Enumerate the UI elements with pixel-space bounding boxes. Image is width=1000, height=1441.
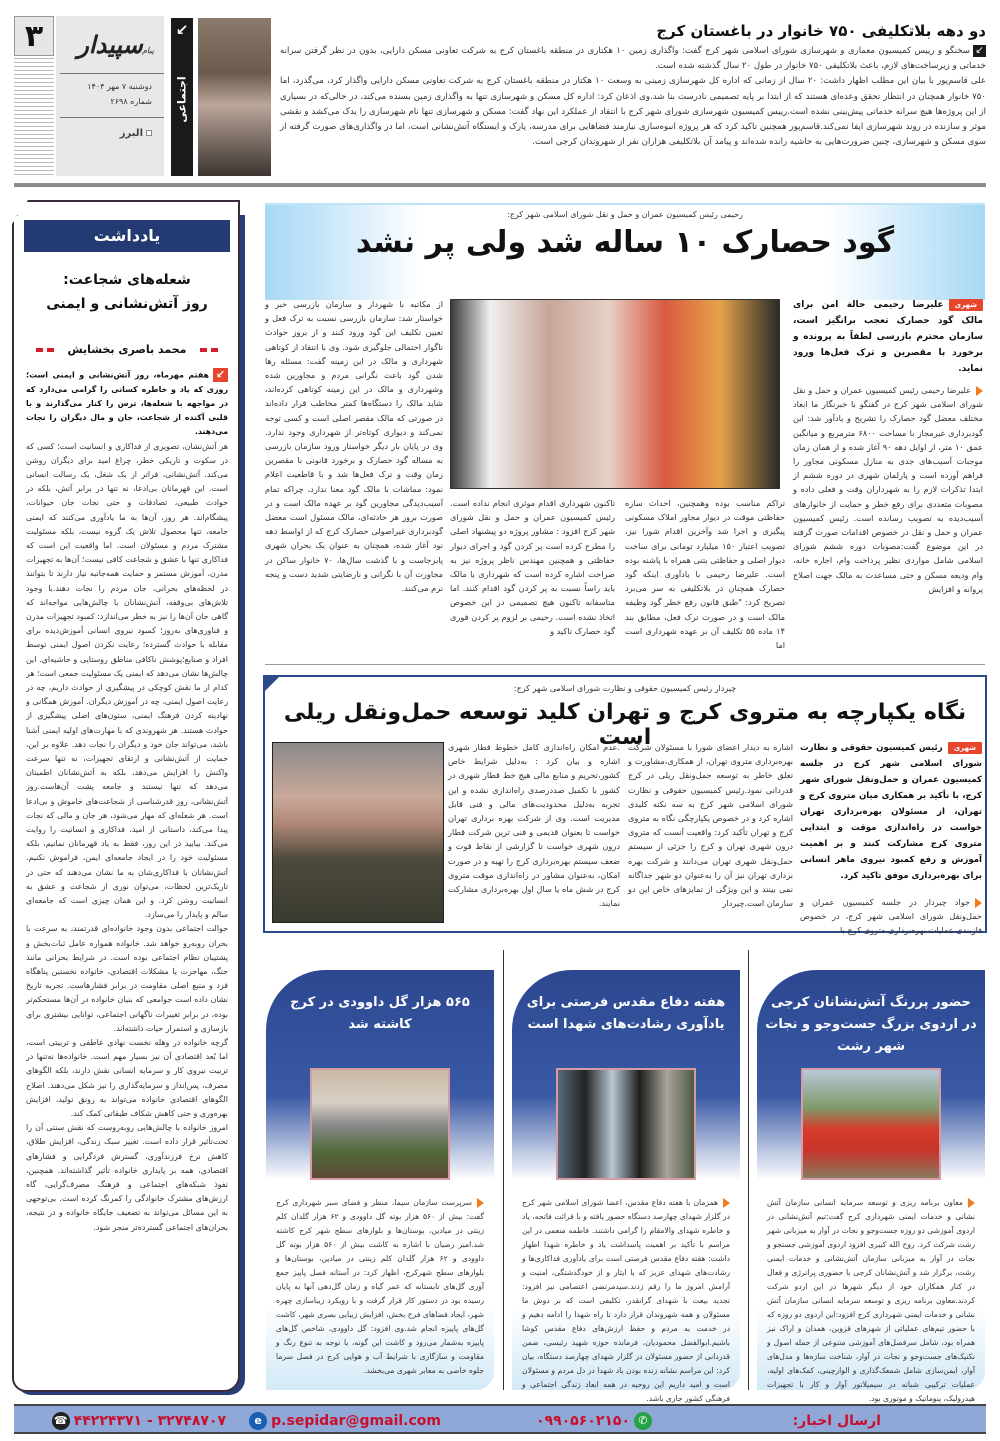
column-text: علیرضا رحیمی رئیس کمیسیون عمران و حمل و نقل شورای اسلامی شهر کرج در گفتگو با خبرنگار ما ابعاد مختلف معضل گود حصارک را تشریح و یادآور شد: این گودبرداری غیرمجاز با مساحت ۶۸۰۰ مترمربع و میانگین عمق ۱۰ متر، از اوایل دهه ۹۰ آغاز شده و از همان زمان موجبات آسیب‌های جدی به منازل مسکونی مجاور را فراهم آورده است و پارلمان شهری در دوره ششم از ابتدا تذکرات لازم را به شهرداران وقت و فعلی داده و مصوبات متعددی برای رفع خطر و حمایت از خانوارهای آسیب‌دیده به تصویب رسانده است. رئیس کمیسیون عمران و حمل و نقل در خصوص اقدامات صورت گرفته در این موضوع گفت:مصوبات دوره ششم شورای اسلامی شامل مواردی نظیر پرداخت وام، اجاره خانه، وام ودیعه مسکن و حتی مساعدت به مالک جهت اصلاح پروانه و افزایش: [793, 385, 983, 594]
story2-photo: [272, 742, 444, 923]
whatsapp-icon: ✆: [634, 1412, 652, 1430]
logo-name: سپیدار: [77, 30, 143, 59]
decorative-lines: [14, 58, 54, 178]
card-headline[interactable]: هفته دفاع مقدس فرصتی برای یادآوری رشادت‌های شهدا است: [526, 995, 726, 1032]
region-label: [60, 128, 152, 139]
dash-icon: [211, 348, 218, 352]
email-address: p.sepidar@gmail.com: [271, 1413, 441, 1429]
triangle-bullet-icon: [976, 386, 983, 396]
card-photo: [801, 1068, 941, 1180]
story1-column: تاکنون شهرداری اقدام موثری انجام نداده است. رئیس کمیسیون عمران و حمل و نقل شورای شهر کرج افزود : مشاور پروژه دو پیشنهاد اصلی را مطرح کرده است پر کردن گود و اجرای دیوار حفاظتی و همچنین مهندس ناظر پروژه نیز به صراحت اشاره کرده است که شهرداری یا مالک باید راساً نسبت به پر کردن گود اقدام کنند. اما متاسفانه تاکنون هیچ تصمیمی در این خصوص اتخاذ نشده است. رحیمی بر لزوم پر کردن فوری گود حصارک تاکید و: [450, 498, 615, 636]
story2-kicker: چیردار رئیس کمیسیون حقوقی و نظارت شورای اسلامی شهر کرج:: [513, 684, 737, 693]
card-body: [767, 1196, 975, 1406]
dash-icon: [36, 348, 43, 352]
story1-lead: [793, 297, 983, 377]
editorial-title-line: شعله‌های شجاعت:: [63, 272, 191, 288]
top-story-paragraph: سخنگو و رییس کمیسیون معماری و شهرسازی شورای اسلامی شهر کرج گفت: واگذاری زمین ۱۰ هکتاری در منطقه باغستان کرج به شرکت تعاونی مسکن دارایی، بدون در نظر گرفتن سرانه خدماتی و زیرساخت‌های لازم، باعث بلاتکلیفی ۷۵۰ خانوار در طول ۲۰ سال گذشته شده است.: [280, 46, 986, 72]
story1-column: تراکم مناسب بوده وهمچنین، احداث سازه حفاظتی موقت در دیوار مجاور املاک مسکونی پیگیری و اجرا شد وآخرین اقدام شورا نیز، تصویب اعتبار ۱۵۰ میلیارد تومانی برای ساخت دیوار اصلی و حفاظتی بتنی همراه با پاشنه بوده است. علیرضا رحیمی با یادآوری اینکه گود حصارک همچنان در بلاتکلیفی به سر می‌برد تصریح کرد: "طبق قانون رفع خطر گود وظیفه مالک است و در صورت ترک فعل، مطابق بند ۱۴ ماده ۵۵ تکلیف آن بر عهده شهرداری است اما: [625, 498, 785, 651]
story2-column: [800, 895, 982, 938]
story2-column: اشاره به دیدار اعضای شورا با مسئولان شرکت بهره‌برداری متروی تهران، از همکاری،مشاورت و تعلق خاطر به توسعه حمل‌ونقل ریلی در کرج قدردانی نمود.رئیس کمیسیون حقوقی و نظارت شورای اسلامی شهر کرج به سه نکته کلیدی اشاره کرد و در خصوص یکپارچگی نگاه به متروی کرج و تهران تأکید کرد: واقعیت آنست که متروی درون شهری تهران و کرج را جزئی از سیستم حمل‌ونقل شهری تهران می‌دانند و شرکت بهره برداری تهران نیز آن را به‌عنوان دو شهر جداگانه نمی بینند و این ویژگی از تمایزهای خاص این دو سازمان است.چیردار: [628, 742, 793, 909]
arrow-down-left-icon: ↙: [973, 45, 986, 57]
card-headline[interactable]: حضور پررنگ آتش‌نشانان کرجی در اردوی بزرگ جست‌وجو و نجات شهر رشت: [765, 995, 977, 1054]
category-badge[interactable]: شهری: [948, 742, 982, 754]
arrow-down-left-icon: ↙: [213, 368, 228, 382]
masthead-divider: [60, 73, 164, 74]
issue-number: شماره ۲۶۹۸: [110, 97, 152, 106]
story2-lead-text: رئیس کمیسیون حقوقی و نظارت شورای اسلامی شهر کرج در جلسه کمیسیون عمران و حمل‌ونقل شورای شهر کرج، با تأکید بر همکاری میان متروی کرج و تهران، از مسئولان بهره‌برداری تهران خواست در راه‌اندازی موقت و ابتدایی متروی کرج مشارکت کنند و بر اهمیت آموزش و رفع کمبود نیروی ماهر انسانی برای بهره‌برداری موفق تاکید کرد.: [800, 743, 982, 881]
card-photo: [310, 1068, 450, 1180]
top-story-body: [280, 44, 986, 150]
story2-lead: [800, 740, 982, 884]
triangle-bullet-icon: [968, 1198, 975, 1208]
logo-prefix: پیام: [141, 46, 154, 55]
news-card-flowers: [266, 970, 494, 1390]
section-divider: [265, 664, 985, 665]
card-body: [522, 1196, 730, 1406]
editorial-author: [24, 343, 230, 356]
author-name: محمد باصری بخشایش: [67, 343, 187, 356]
news-card-defense-week: [512, 970, 740, 1403]
newspaper-logo[interactable]: [60, 20, 160, 70]
card-text: سرپرست سازمان سیما، منظر و فضای سبز شهرداری کرج گفت: بیش از ۵۶۰ هزار بوته گل داوودی و ۶۲ هزار گلدان کلم زینتی در میادین، بوستان‌ها و بلوارهای سطح شهر کرج کاشته شد.امیر رضیان با اشاره به کاشت بیش از ۵۶۰ هزار بوته گل داوودی و ۶۲ هزار گلدان کلم زینتی در میادین، بوستان‌ها و بلوارهای سطح شهرکرج، اظهار کرد: در آستانه فصل پاییز جمع آوری گل‌های تابستانه که عمر گیاه و زمان گل‌دهی آنها به پایان رسیده بود در دستور کار قرار گرفت و با رویکرد زیباسازی چهره شهر، ایجاد فضاهای فرح بخش، افزایش زیبایی بصری شهر، کاشت گل‌های پاییزه انجام شد.وی افزود: گل داوودی، شاخص گل‌های پاییزه به‌شمار می‌رود و کاشت این گونه، با توجه به تنوع رنگ و مقاومت و سازگاری با شرایط آب و هوایی کرج در فصل سرما جلوه خاصی به معابر شهری می‌بخشد.: [276, 1198, 484, 1375]
editorial-paragraph: گرچه خانواده در وهله نخست نهادی عاطفی و تربیتی است، اما بُعد اقتصادی آن نیز بسیار مهم است. خانواده‌ها نه‌تنها در تربیت نیروی کار و سرمایه انسانی نقش دارند، بلکه الگوهای مصرف، پس‌انداز و سرمایه‌گذاری را نیز شکل می‌دهند. اصلاح الگوهای اقتصادی خانواده می‌تواند به رونق تولید، افزایش بهره‌وری و حتی کاهش شکاف طبقاتی کمک کند.: [26, 1038, 228, 1119]
story1-kicker: رحیمی رئیس کمیسیون عمران و حمل و نقل شورای اسلامی شهر کرج:: [507, 210, 743, 219]
editorial-title-line: روز آتش‌نشانی و ایمنی: [46, 296, 208, 312]
editorial-paragraph: هر آتش‌نشان، تصویری از فداکاری و انسانیت است؛ کسی که در سکوت و تاریکی خطر، چراغ امید برای دیگران روشن می‌کند. آتش‌نشانی، فراتر از یک شغل، یک رسالت انسانی است. این قهرمانان بی‌ادعا، نه تنها در برابر آتش، بلکه در حوادث طبیعی، تصادفات و حتی نجات جان حیوانات، پیشگام‌اند. هر روز، آن‌ها به ما یادآوری می‌کنند که ایمنی جامعه، تنها محصول تلاش یک گروه نیست، بلکه مسئولیت مشترک مردم و مسئولان است. اما واقعیت این است که فداکاری تنها با عشق و شجاعت کافی نیست؛ آن‌ها به تجهیزات مدرن، آموزش مستمر و حمایت همه‌جانبه نیاز دارند تا بتوانند در لحظه‌های بحرانی، جان مردم را نجات دهند.با وجود تلاش‌های بی‌وقفه، آتش‌نشانان با چالش‌هایی مواجه‌اند که گاهی جان آن‌ها را نیز به خطر می‌اندازد: کمبود تجهیزات مدرن و فناوری‌های به‌روز؛ کمبود نیروی انسانی آموزش‌دیده برای مقابله با حوادث گسترده؛ رعایت نکردن اصول ایمنی توسط افراد و صنایع؛پوشش ناکافی مناطق روستایی و حاشیه‌ای. این چالش‌ها نشان می‌دهد که ایمنی یک مسئولیت جمعی است؛ هر کدام از ما نقش کوچکی در پیشگیری از حوادث داریم، چه در رعایت اصول ایمنی، چه در آموزش دیگران. آموزش همگانی و نهادینه کردن فرهنگ ایمنی، ستون‌های اصلی پیشگیری از حوادث هستند. هر شهروندی که با مهارت‌های اولیه ایمنی آشنا باشد، می‌تواند جان خود و دیگران را نجات دهد. علاوه بر این، حمایت از آتش‌نشانی و ارتقای تجهیزات، نه تنها سرعت واکنش را افزایش می‌دهد، بلکه به آتش‌نشانان اطمینان می‌دهد که تنها نیستند و جامعه پشت آن‌هاست.روز آتش‌نشانی، روز قدرشناسی از شجاعت‌های خاموش و بی‌ادعا است. هر شعله‌ای که مهار می‌شود، هر جان و مالی که نجات پیدا می‌کند، داستانی از امید، فداکاری و انسانیت را روایت می‌کند. بیایید در این روز، فقط به یاد قهرمانان نمانیم، بلکه مسئولیت خود را در ایجاد جامعه‌ای ایمن، فراموش نکنیم. آتش‌نشانان با فداکاری‌شان به ما نشان می‌دهند که حتی در تاریک‌ترین لحظات، می‌توان نوری از شجاعت و عشق به انسانیت روشن کرد. و این همان چیزی است که جامعه‌ای سالم و پایدار را می‌سازد.: [26, 441, 228, 920]
editorial-title[interactable]: [24, 268, 230, 316]
dash-icon: [47, 348, 54, 352]
editorial-paragraph: حوالت اجتماعی بدون وجود خانواده‌ای قدرتمند، به سرعت با بحران روبه‌رو خواهد شد. خانواده همواره عامل ثبات‌بخش و پشتیبان نظام اجتماعی بوده است. در شرایط بحرانی مانند جنگ، مهاجرت یا مشکلات اقتصادی، خانواده نخستین پناهگاه فرد و منبع اصلی مقاومت در برابر فشارهاست. تجربه تاریخ نشان داده است جوامعی که بنیان خانواده در آن‌ها مستحکم‌تر بوده، در برابر تغییرات ناگهانی اجتماعی، توانایی بیشتری برای بازسازی و استمرار حیات داشته‌اند.: [26, 924, 228, 1033]
editorial-body: [26, 368, 228, 1378]
page-number: ۳: [14, 16, 54, 56]
arrow-down-left-icon: ↙: [175, 21, 189, 39]
story1-lead-text: علیرضا رحیمی حالة امن برای مالک گود حصارک تعجب برانگیز است، سازمان محترم بازرسی لطفاً به پرونده و برخورد با مقصرین و ترک فعل‌ها ورود نماید.: [793, 300, 983, 374]
card-text: معاون برنامه ریزی و توسعه سرمایه انسانی سازمان آتش نشانی و خدمات ایمنی شهرداری کرج گفت:تیم آتش‌نشانی در اردوی آموزشی دو روزه جست‌وجو و نجات در آوار به میزبانی شهر رشت شرکت کرد. روح الله کبیری افزود اردوی آموزشی جستجو و نجات در آوار به میزبانی سازمان آتش‌نشانی و خدمات ایمنی رشت، برگزار شد و آتش‌نشانان کرجی با حضوری پرانرژی و فعال در کنار همکاران خود از دیگر شهرها در این اردو شرکت کردند.معاون برنامه ریزی و توسعه سرمایه انسانی سازمان آتش نشانی و خدمات ایمنی شهرداری کرج افزود:این اردوی دو روزه که با حضور تیم‌های عملیاتی از شهرهای قزوین، همدان و اراک نیز همراه بود، شامل سرفصل‌های آموزشی متنوعی از جمله اصول و تکنیک‌های جست‌وجو و نجات در آوار، شناخت سازه‌ها و مدل‌های آوار، ایمن‌سازی شامل شمعک‌گذاری و الوارچینی، کمک‌های اولیه، عملیات ترکیبی شبانه در سیمیلاتور آوار و کار با تجهیزات هیدرولیک، پنوماتیک و موتوری بود.: [767, 1198, 975, 1403]
story1-column: از مکاتبه با شهردار و سازمان بازرسی خبر و خواستار شد: سازمان بازرسی نسبت به ترک فعل و تعیین تکلیف این گود ورود کنند و از بروز حوادث ناگوار احتمالی جلوگیری شود. وی با انتقاد از کوتاهی شهرداری و مالک در این زمینه گفت: مسئله رها شدن گود باعث نگرانی مردم و مجاورین شده وشهرداری و مالک در این زمینه کوتاهی کرده‌اند، شاید مالک را دستگاه‌ها کمتر مخاطب قرار داده‌اند در صورتی که مالک مقصر اصلی است و کسی توجه نمی‌کند و دیواری کوتاه‌تر از شهرداری وجود ندارد. وی در پایان بار دیگر خواستار ورود سازمان بازرسی به مساله گود حصارک و برخورد قانونی با مقصرین زمان وقت و ترک فعل‌ها شد و با قاطعیت اعلام نمود: مماشات با مالک گود معنا ندارد، چراکه تمام آسیب‌دیدگی مجاورین گود بر عهده مالک است و در صورت بروز هر حادثه‌ای، مالک مسئول است معضل گودبرداری غیراصولی حصارک کرج که از اواسط دهه نود آغاز شده، همچنان به عنوان یک بحران شهری پابرجاست و با گذشت سال‌ها، ۷۰ خانوار ساکن در مجاورت آن با نگرانی و نارضایتی شدید دست و پنجه نرم می‌کنند.: [265, 299, 444, 594]
dash-icon: [200, 348, 207, 352]
portrait-photo: [198, 18, 271, 176]
whatsapp-number: ۰۹۹۰۵۶۰۲۱۵۰: [536, 1413, 630, 1429]
whatsapp-contact[interactable]: [536, 1410, 656, 1432]
triangle-bullet-icon: [975, 898, 982, 908]
story2-headline[interactable]: نگاه یکپارچه به متروی کرج و تهران کلید توسعه حمل‌ونقل ریلی است: [283, 700, 967, 750]
card-text: همزمان با هفته دفاع مقدس، اعضا شورای اسلامی شهر کرج در گلزار شهدای چهارصد دستگاه حضور یافته و با قرائت فاتحه، یاد و خاطره شهدای والامقام را گرامی داشتند. فاطمه منعمی در این مراسم با تأکید بر اهمیت پاسداشت یاد و خاطره شهدا اظهار داشت: هفته دفاع مقدس فرصتی است برای یادآوری فداکاری‌ها و رشادت‌های شهدای عزیز که با ایثار و از خودگذشتگی، امنیت و آرامش امروز ما را رقم زدند.سیدمرتضی اعتصامی نیز افزود: تجدید بیعت با شهدای گرانقدر، تکلیفی است که بر دوش ما مسئولان و همه شهروندان قرار دارد تا راه شهدا را ادامه دهیم و در خدمت به مردم و حفظ ارزش‌های دفاع مقدس کوشا باشیم.ابوالفضل محمودیان، فرمانده حوزه شهید رئیسی، ضمن قدردانی از حضور مسئولان در گلزار شهدای چهارصد دستگاه، بیان کرد: این مراسم نشانه زنده بودن یاد شهدا در دل مردم و مسئولان است و امید داریم این روحیه در همه ابعاد زندگی اجتماعی و فرهنگی کشور جاری باشد.: [522, 1198, 730, 1403]
contact-footer: [14, 1404, 986, 1434]
top-story-headline[interactable]: دو دهه بلاتکلیفی ۷۵۰ خانوار در باغستان کرج: [656, 22, 986, 40]
issue-date: دوشنبه ۷ مهر ۱۴۰۴: [87, 82, 152, 91]
editorial-lead: هفتم مهرماه، روز آتش‌نشانی و ایمنی است؛ روزی که یاد و خاطره کسانی را گرامی می‌دارد که در مواجهه با شعله‌ها، ترس را کنار می‌گذارند و با قلبی آکنده از شجاعت، جان و مال دیگران را نجات می‌دهند.: [26, 370, 228, 437]
region-text: البرز: [119, 128, 143, 139]
story1-photo: [450, 299, 780, 489]
square-icon: [146, 130, 152, 136]
card-headline[interactable]: ۵۶۵ هزار گل داوودی در کرج کاشته شد: [290, 995, 470, 1032]
story1-column: [793, 383, 983, 596]
category-badge[interactable]: شهری: [949, 299, 983, 311]
story2-column: .عدم امکان راه‌اندازی کامل خطوط قطار شهری اشاره و بیان کرد : به‌دلیل شرایط خاص کشور،تحریم و منابع مالی هیچ خط قطار شهری در کشور با تکمیل صددرصدی راه‌اندازی نشده و این تجربه به‌دلیل محدودیت‌های مالی و فنی قابل مدیریت است. وی از شرکت بهره برداری تهران خواست تا بعنوان قدیمی و فنی ترین شرکت قطار درون شهری خواست تا گزارشی از نقاط قوت و ضعف سیستم بهره‌برداری کرج را تهیه و در صورت امکان، به‌عنوان مشاور در راه‌اندازی موقت متروی کرج در شش ماه یا سال اول بهره‌برداری مشارکت نمایند.: [448, 742, 620, 909]
browser-e-icon: e: [249, 1412, 267, 1430]
story1-headline[interactable]: گود حصارک ۱۰ ساله شد ولی پر نشد: [355, 225, 895, 260]
card-body: [276, 1196, 484, 1378]
triangle-bullet-icon: [477, 1198, 484, 1208]
phone-icon: ☎: [52, 1412, 70, 1430]
footer-label: ارسال اخبار:: [792, 1413, 881, 1429]
editorial-paragraph: امروز خانواده با چالش‌هایی روبه‌روست که نقش سنتی آن را تحت‌تأثیر قرار داده است. تغییر سبک زندگی، افزایش طلاق، کاهش نرخ فرزندآوری، گسترش فردگرایی و فشارهای اقتصادی، همه بر پایداری خانواده تأثیر گذاشته‌اند. همچنین، نفوذ شبکه‌های اجتماعی و فرهنگ مصرف‌گرایی، گاه ارزش‌های مشترک خانوادگی را کمرنگ کرده است. بی‌توجهی به این مسائل می‌تواند به تضعیف جایگاه خانواده و در نتیجه، بحران‌های اجتماعی گسترده‌تر منجر شود.: [26, 1123, 228, 1232]
masthead-divider: [60, 117, 164, 118]
triangle-bullet-icon: [723, 1198, 730, 1208]
section-label: اجتماعی: [175, 76, 189, 123]
column-divider: [503, 950, 504, 1390]
column-divider: [748, 950, 749, 1390]
section-tab-social[interactable]: [171, 18, 193, 176]
editorial-header: یادداشت: [24, 220, 230, 252]
phone-contact[interactable]: [48, 1410, 226, 1432]
card-photo: [556, 1068, 696, 1180]
news-card-firefighters: [757, 970, 985, 1403]
top-story-paragraph: علی قاسم‌پور با بیان این مطلب اظهار داشت: ۲۰ سال از زمانی که اداره کل شهرسازی زمینی به وسعت ۱۰ هکتار در منطقه باغستان کرج به شرکت تعاونی مسکن دارایی واگذار کرد، می‌گذرد، اما ۷۵۰ خانوار همچنان در انتظار تحقق وعده‌ای هستند که از ابتدا بر پایه تصمیمی نادرست بنا شد.وی اذعان کرد: اداره کل مسکن و شهرسازی تنها به واگذاری زمین بسنده می‌کند، در حالی‌که در بسیاری از این پروژه‌ها هیچ سرانه خدماتی پیش‌بینی نشده است.رییس کمیسیون شهرسازی شورای شهر کرج با انتقاد از عملکرد این نهاد گفت: مسکن و شهرسازی تنها نام شهرسازی را یدک می‌کشد و نقشی موثر و سازنده در روند شهرسازی ایفا نمی‌کند.قاسم‌پور همچنین تاکید کرد که هر پروژه انبوه‌سازی نیازمند فضاهایی برای مدرسه، پارک و ایستگاه آتش‌نشانی است، اما در واگذاری‌های صورت گرفته از سوی مسکن و شهرسازی، چنین ضرورت‌هایی به حاشیه رانده شده‌اند و پیامد آن بلاتکلیفی هزاران نفر از شهروندان کرجی است.: [280, 76, 987, 148]
email-contact[interactable]: [245, 1410, 441, 1432]
phone-numbers: ۳۲۷۴۸۷۰۷ - ۴۴۲۲۴۳۷۱: [73, 1413, 226, 1429]
section-divider: [14, 183, 986, 187]
column-text: جواد چیردار در جلسه کمیسیون عمران و حمل‌ونقل شورای اسلامی شهر کرج، در خصوص فازبندی عملیات بهره‌برداری متروی کرج با: [800, 897, 982, 936]
